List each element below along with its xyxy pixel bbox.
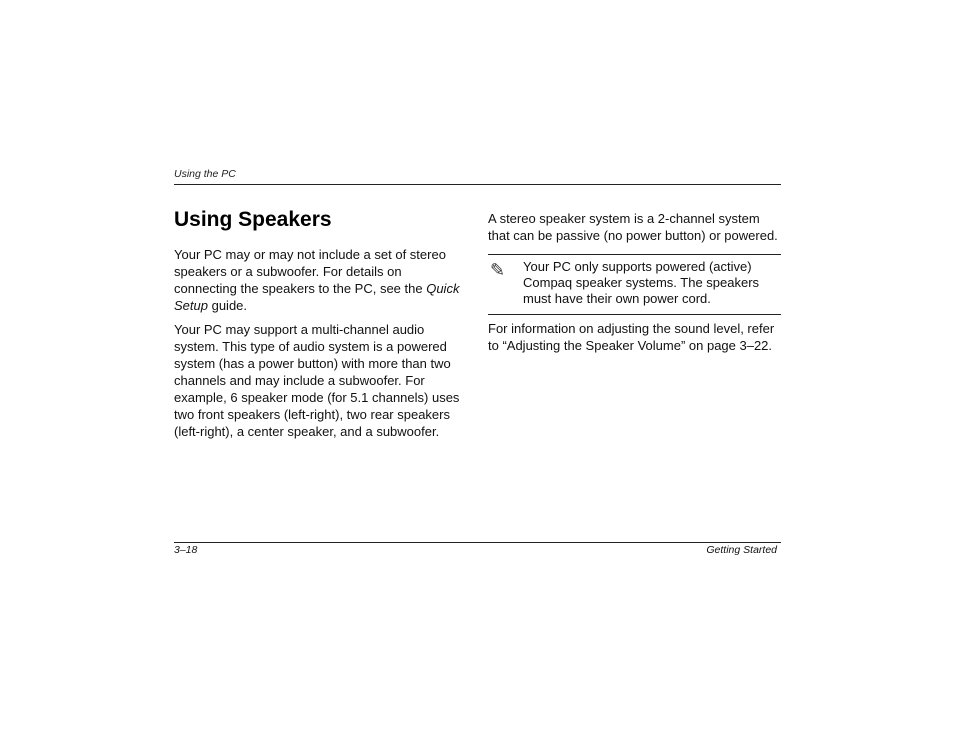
header-rule xyxy=(174,184,781,185)
footer-rule xyxy=(174,542,781,543)
note-text: Your PC only supports powered (active) Compaq speaker systems. The speakers must have their own power cord. xyxy=(523,259,760,306)
page-number: 3–18 xyxy=(174,544,198,556)
right-column xyxy=(488,210,781,251)
note-bottom-rule xyxy=(488,314,781,315)
stereo-paragraph: A stereo speaker system is a 2-channel system that can be passive (no power button) or powered. xyxy=(488,211,778,243)
pencil-note-icon: ✎ xyxy=(490,260,506,280)
intro-text-start: Your PC may or may not include a set of stereo speakers or a subwoofer. For details on connecting the speakers to the PC, see the xyxy=(174,247,446,296)
section-heading: Using Speakers xyxy=(174,208,332,231)
intro-paragraph xyxy=(174,246,466,314)
left-column xyxy=(174,206,466,447)
volume-reference-paragraph: For information on adjusting the sound level, refer to “Adjusting the Speaker Volume” on page 3–22. xyxy=(488,321,775,353)
multichannel-paragraph: Your PC may support a multi-channel audio system. This type of audio system is a powered system (has a power button) with more than two channels and may include a subwoofer. For example, 6 speaker mode (for 5.1 channels) uses two front speakers (left-right), two rear speakers (left-right), a center speaker, and a subwoofer. xyxy=(174,322,460,439)
quick-setup-reference: Quick Setup xyxy=(174,281,460,313)
intro-text-end: guide. xyxy=(207,298,248,313)
note-box xyxy=(488,259,781,307)
running-header: Using the PC xyxy=(174,168,236,180)
book-title: Getting Started xyxy=(706,544,777,556)
note-top-rule xyxy=(488,254,781,255)
